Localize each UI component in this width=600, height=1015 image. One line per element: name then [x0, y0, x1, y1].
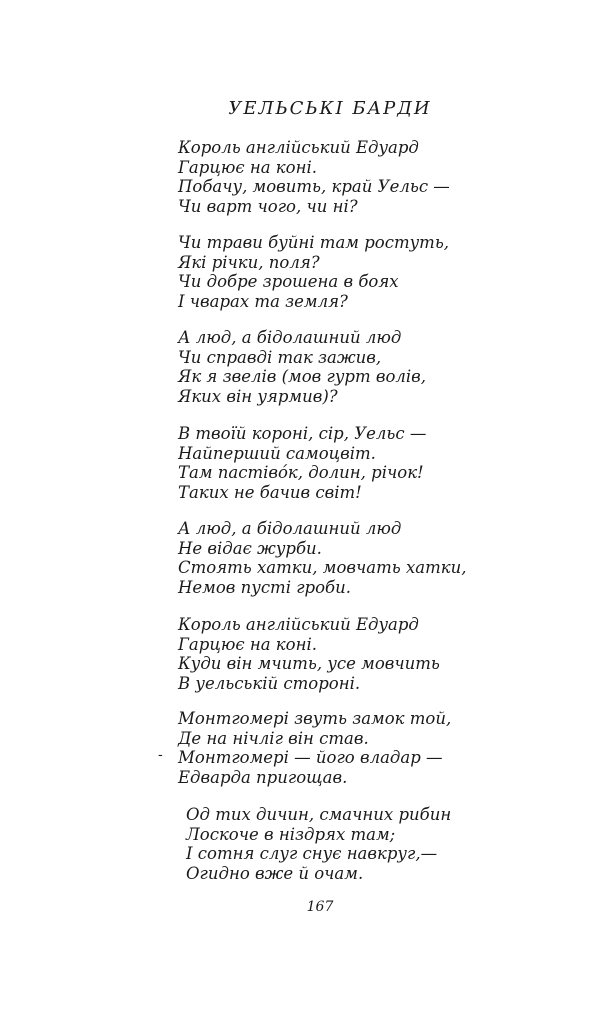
- verse-line: Едварда пригощав.: [178, 767, 348, 787]
- stanza-6: [178, 615, 440, 693]
- stanza-4: [178, 424, 426, 502]
- verse-line: В уельській стороні.: [178, 673, 361, 693]
- verse-line: Як я звелів (мов гурт волів,: [178, 367, 427, 386]
- verse-line: Найперший самоцвіт.: [178, 443, 376, 463]
- verse-line: Там пастівóк, долин, річок!: [178, 463, 424, 482]
- margin-mark: -: [158, 747, 163, 763]
- verse-line: Побачу, мовить, край Уельс —: [178, 177, 450, 196]
- stanza-8: [186, 805, 451, 883]
- verse-line: Яких він уярмив)?: [178, 386, 338, 406]
- verse-line: Чи справді так зажив,: [178, 347, 382, 367]
- verse-line: Король англійський Едуард: [178, 615, 419, 634]
- verse-line: Огидно вже й очам.: [186, 863, 364, 883]
- stanza-7: [178, 709, 451, 787]
- verse-line: А люд, а бідолашний люд: [178, 328, 402, 347]
- verse-line: Куди він мчить, усе мовчить: [178, 654, 440, 673]
- verse-line: Чи трави буйні там ростуть,: [178, 233, 450, 252]
- verse-line: Немов пусті гроби.: [178, 577, 352, 597]
- stanza-5: [178, 519, 466, 597]
- verse-line: Король англійський Едуард: [178, 138, 419, 157]
- verse-line: Гарцює на коні.: [178, 634, 317, 654]
- verse-line: Чи добре зрошена в боях: [178, 272, 399, 291]
- verse-line: Які річки, поля?: [178, 252, 320, 272]
- verse-line: І сотня слуг снує навкруг,—: [186, 844, 438, 863]
- verse-line: Стоять хатки, мовчать хатки,: [178, 558, 467, 577]
- verse-line: Гарцює на коні.: [178, 157, 317, 177]
- verse-line: А люд, а бідолашний люд: [178, 519, 402, 538]
- verse-line: І чварах та земля?: [178, 291, 348, 311]
- stanza-2: [178, 233, 449, 311]
- stanza-1: [178, 138, 450, 216]
- verse-line: Чи варт чого, чи ні?: [178, 196, 358, 216]
- stanza-3: [178, 328, 426, 406]
- verse-line: Не відає журби.: [178, 538, 322, 558]
- verse-line: Монтгомері звуть замок той,: [178, 709, 452, 728]
- verse-line: Од тих дичин, смачних рибин: [186, 805, 452, 824]
- verse-line: Лоскоче в ніздрях там;: [186, 824, 396, 844]
- verse-line: В твоїй короні, сір, Уельс —: [178, 424, 427, 443]
- verse-line: Монтгомері — його владар —: [178, 748, 443, 767]
- poem-title: УЕЛЬСЬКІ БАРДИ: [228, 98, 432, 119]
- page-number: 167: [306, 899, 334, 915]
- verse-line: Таких не бачив світ!: [178, 482, 362, 502]
- verse-line: Де на нічліг він став.: [178, 728, 369, 748]
